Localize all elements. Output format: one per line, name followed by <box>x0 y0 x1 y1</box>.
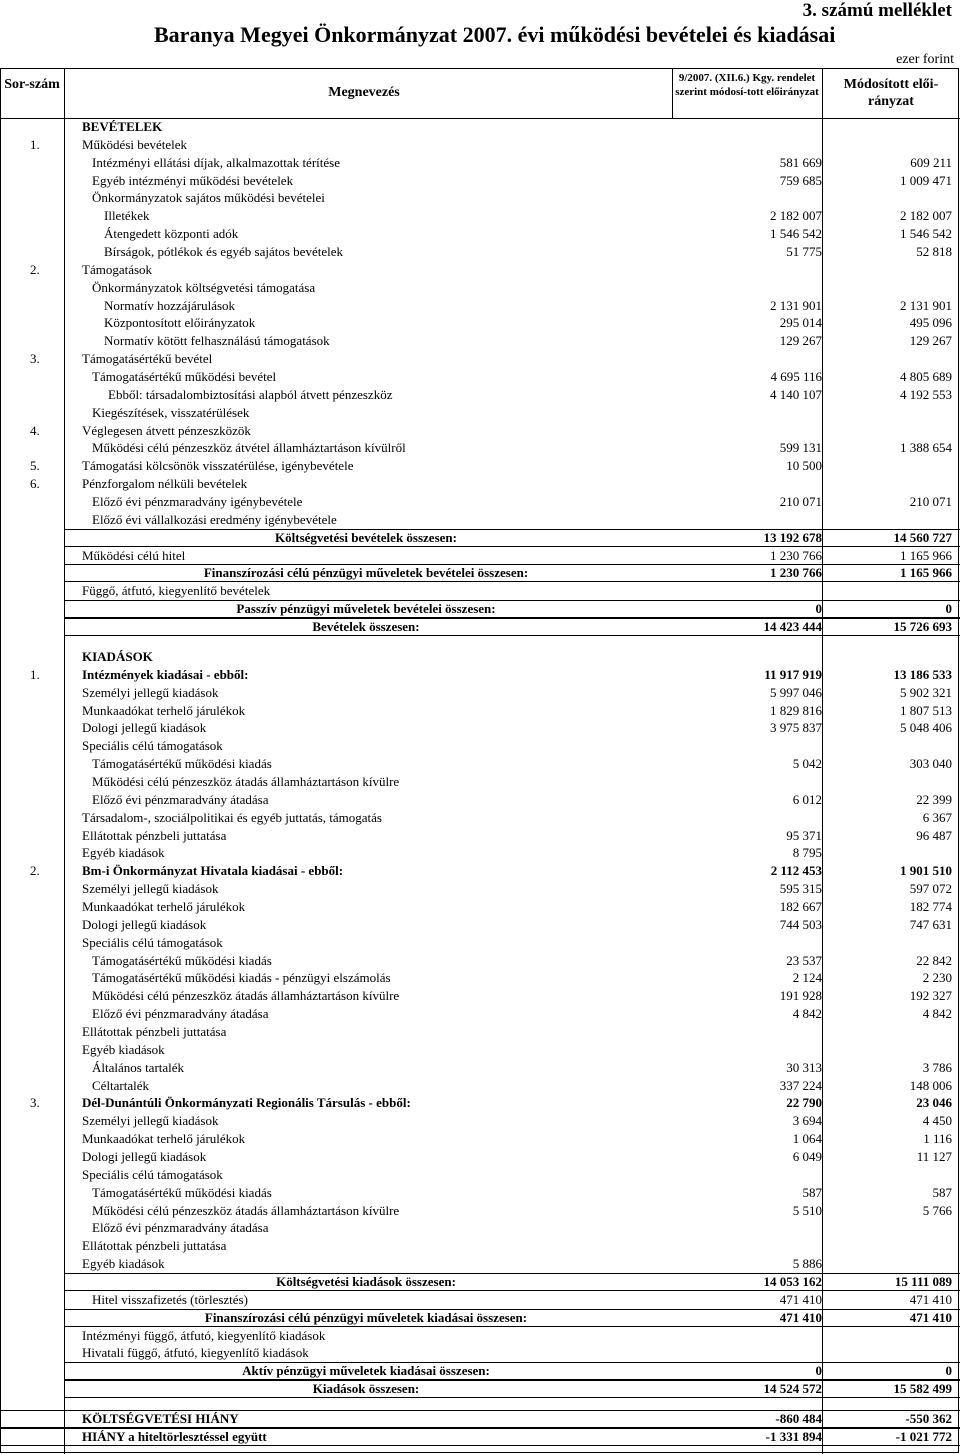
table-row <box>0 422 960 440</box>
row-label: Speciális célú támogatások <box>82 738 223 754</box>
modified-value: 23 046 <box>916 1095 952 1111</box>
modified-value: 0 <box>945 601 952 617</box>
row-label: Működési bevételek <box>82 136 188 152</box>
modified-value: 1 901 510 <box>900 863 952 879</box>
modified-value: 495 096 <box>909 315 952 331</box>
original-value: 1 829 816 <box>770 702 822 718</box>
original-value: 4 842 <box>792 1006 822 1022</box>
page-title: Baranya Megyei Önkormányzat 2007. évi működési bevételei és kiadásai <box>154 22 836 47</box>
row-label: Támogatásértékű bevétel <box>82 351 213 367</box>
original-value: -1 331 894 <box>765 1428 822 1444</box>
table-row <box>0 916 960 934</box>
original-value: 4 695 116 <box>770 369 822 385</box>
row-label: HIÁNY a hiteltörlesztéssel együtt <box>82 1428 267 1444</box>
table-row <box>0 297 960 315</box>
row-label: Személyi jellegű kiadások <box>82 881 219 897</box>
modified-value: 471 410 <box>909 1309 952 1325</box>
modified-value: 2 230 <box>922 970 952 986</box>
original-value: 581 669 <box>779 154 822 170</box>
row-label: Speciális célú támogatások <box>82 934 223 950</box>
modified-value: 6 367 <box>922 809 952 825</box>
unit-label: ezer forint <box>896 52 954 67</box>
table-row <box>0 261 960 279</box>
original-value: 744 503 <box>779 916 822 932</box>
total-row <box>0 1309 960 1327</box>
modified-value: 15 582 499 <box>893 1381 952 1397</box>
row-label: Ellátottak pénzbeli juttatása <box>82 827 227 843</box>
table-row <box>0 1023 960 1041</box>
row-label: Speciális célú támogatások <box>82 1166 223 1182</box>
table-row <box>0 880 960 898</box>
modified-value: 182 774 <box>909 898 952 914</box>
row-label: Működési célú pénzeszköz átadás államháztartáson kívülre <box>92 1202 400 1218</box>
total-row <box>0 600 960 618</box>
table-row <box>0 737 960 755</box>
total-row <box>0 1362 960 1380</box>
original-value: 2 131 901 <box>770 297 822 313</box>
row-label: Munkaadókat terhelő járulékok <box>82 702 246 718</box>
row-label: Céltartalék <box>92 1077 150 1093</box>
table-row <box>0 404 960 422</box>
row-label: Támogatásértékű működési bevétel <box>92 369 277 385</box>
row-label: Véglegesen átvett pénzeszközök <box>82 422 251 438</box>
row-label: Finanszírozási célú pénzügyi műveletek kiadásai összesen: <box>204 1309 528 1325</box>
row-label: Kiadások összesen: <box>312 1381 420 1397</box>
original-value: 2 182 007 <box>770 208 822 224</box>
table-row <box>0 1291 960 1309</box>
modified-value: 1 388 654 <box>900 440 952 456</box>
table-row <box>0 898 960 916</box>
original-value: 3 975 837 <box>770 720 822 736</box>
table-row <box>0 1344 960 1362</box>
original-value: 51 775 <box>786 244 822 260</box>
original-value: 210 071 <box>779 494 822 510</box>
row-label: Dologi jellegű kiadások <box>82 1148 207 1164</box>
original-value: 1 230 766 <box>770 547 822 563</box>
table-row <box>0 755 960 773</box>
original-value: 587 <box>802 1184 822 1200</box>
row-label: Normatív kötött felhasználású támogatások <box>104 333 330 349</box>
table-row <box>0 136 960 154</box>
table-row <box>0 511 960 529</box>
total-row <box>0 1273 960 1291</box>
original-value: 1 546 542 <box>770 226 822 242</box>
row-label: Egyéb kiadások <box>82 845 165 861</box>
modified-value: 4 450 <box>922 1113 952 1129</box>
table-row <box>0 648 960 666</box>
original-value: 337 224 <box>779 1077 822 1093</box>
modified-value: 1 116 <box>923 1131 952 1147</box>
original-value: 191 928 <box>779 988 822 1004</box>
row-label: Intézményi ellátási díjak, alkalmazottak térítése <box>92 154 340 170</box>
original-value: 129 267 <box>779 333 822 349</box>
row-number: 4. <box>30 422 40 438</box>
original-value: -860 484 <box>775 1411 822 1427</box>
modified-value: 11 127 <box>916 1148 952 1164</box>
table-row <box>0 154 960 172</box>
table-row <box>0 969 960 987</box>
table-row <box>0 1130 960 1148</box>
modified-value: 747 631 <box>909 916 952 932</box>
original-value: 471 410 <box>779 1291 822 1307</box>
table-row <box>0 1166 960 1184</box>
original-value: 11 917 919 <box>764 666 822 682</box>
row-number: 1. <box>30 666 40 682</box>
table-row <box>0 862 960 880</box>
row-label: Előző évi pénzmaradvány átadása <box>92 1220 269 1236</box>
modified-value: -1 021 772 <box>895 1428 952 1444</box>
table-row <box>0 1184 960 1202</box>
modified-value: 597 072 <box>909 881 952 897</box>
original-value: 595 315 <box>779 881 822 897</box>
row-label: Működési célú hitel <box>82 547 186 563</box>
table-row <box>0 314 960 332</box>
row-label: Előző évi pénzmaradvány igénybevétele <box>92 494 303 510</box>
original-value: 95 371 <box>786 827 822 843</box>
original-value: 14 524 572 <box>763 1381 822 1397</box>
modified-value: 1 807 513 <box>900 702 952 718</box>
row-label: Támogatási kölcsönök visszatérülése, igénybevétele <box>82 458 354 474</box>
original-value: 599 131 <box>779 440 822 456</box>
row-label: Hitel visszafizetés (törlesztés) <box>92 1291 248 1307</box>
table-row <box>0 636 960 648</box>
table-row <box>0 702 960 720</box>
table-row <box>0 189 960 207</box>
table-row <box>0 1219 960 1237</box>
modified-value: 148 006 <box>909 1077 952 1093</box>
row-label: Ebből: társadalombiztosítási alapból átvett pénzeszköz <box>108 386 393 402</box>
table-row <box>0 350 960 368</box>
modified-value: 14 560 727 <box>893 529 952 545</box>
row-label: Előző évi vállalkozási eredmény igénybevétele <box>92 511 337 527</box>
table-row <box>0 844 960 862</box>
row-number: 6. <box>30 476 40 492</box>
original-value: 30 313 <box>786 1059 822 1075</box>
original-value: 471 410 <box>779 1309 822 1325</box>
row-label: Előző évi pénzmaradvány átadása <box>92 791 269 807</box>
modified-value: 471 410 <box>909 1291 952 1307</box>
original-value: 23 537 <box>786 952 822 968</box>
annex-label: 3. számú melléklet <box>802 0 952 21</box>
original-value: 14 423 444 <box>763 619 822 635</box>
table-row <box>0 827 960 845</box>
table-row <box>0 279 960 297</box>
modified-value: 2 131 901 <box>900 297 952 313</box>
table-row <box>0 386 960 404</box>
original-value: 2 112 453 <box>770 863 822 879</box>
table-row <box>0 791 960 809</box>
table-row <box>0 332 960 350</box>
row-label: Bevételek összesen: <box>312 619 420 635</box>
table-row <box>0 1077 960 1095</box>
table-row <box>0 547 960 565</box>
table-row <box>0 475 960 493</box>
original-value: 759 685 <box>779 172 822 188</box>
modified-value: 0 <box>945 1363 952 1379</box>
original-value: 10 500 <box>786 458 822 474</box>
row-label: Támogatások <box>82 261 153 277</box>
table-row <box>0 439 960 457</box>
original-value: 1 064 <box>792 1131 822 1147</box>
modified-value: 13 186 533 <box>893 666 952 682</box>
modified-value: 5 766 <box>922 1202 952 1218</box>
modified-value: 192 327 <box>909 988 952 1004</box>
original-value: 4 140 107 <box>770 386 822 402</box>
row-number: 5. <box>30 458 40 474</box>
original-value: 3 694 <box>792 1113 822 1129</box>
table-row <box>0 225 960 243</box>
row-label: Aktív pénzügyi műveletek kiadásai összesen: <box>242 1363 490 1379</box>
table-row <box>0 1202 960 1220</box>
row-label: Költségvetési bevételek összesen: <box>275 529 457 545</box>
table-row <box>0 987 960 1005</box>
table-row <box>0 1327 960 1345</box>
original-value: 6 049 <box>792 1148 822 1164</box>
table-row <box>0 243 960 261</box>
row-label: Önkormányzatok sajátos működési bevételei <box>92 190 325 206</box>
original-value: 14 053 162 <box>763 1274 822 1289</box>
row-label: Dologi jellegű kiadások <box>82 916 207 932</box>
row-number: 2. <box>30 261 40 277</box>
table-row <box>0 809 960 827</box>
row-label: Támogatásértékű működési kiadás <box>92 952 272 968</box>
original-value: 5 042 <box>792 756 822 772</box>
original-value: 1 230 766 <box>770 565 822 581</box>
table-row <box>0 1148 960 1166</box>
modified-value: 5 902 321 <box>900 684 952 700</box>
row-label: Illetékek <box>104 208 150 224</box>
original-value: 8 795 <box>792 845 822 861</box>
row-label: Támogatásértékű működési kiadás <box>92 756 272 772</box>
row-label: Hivatali függő, átfutó, kiegyenlítő kiadások <box>82 1345 309 1361</box>
row-number: 3. <box>30 351 40 367</box>
original-value: 182 667 <box>779 898 822 914</box>
header-divider <box>64 68 65 118</box>
row-label: Támogatásértékű működési kiadás - pénzügyi elszámolás <box>92 970 391 986</box>
row-label: Egyéb kiadások <box>82 1041 165 1057</box>
table-row <box>0 1112 960 1130</box>
table-row <box>0 1398 960 1410</box>
table-row <box>0 952 960 970</box>
header-divider <box>822 68 823 118</box>
row-label: KÖLTSÉGVETÉSI HIÁNY <box>82 1411 239 1427</box>
row-label: Személyi jellegű kiadások <box>82 684 219 700</box>
table-row <box>0 1237 960 1255</box>
modified-value: 1 546 542 <box>900 226 952 242</box>
row-label: Kiegészítések, visszatérülések <box>92 404 250 420</box>
modified-value: 22 399 <box>916 791 952 807</box>
modified-value: 5 048 406 <box>900 720 952 736</box>
header-megnevezes: Megnevezés <box>328 85 400 100</box>
original-value: 2 124 <box>792 970 822 986</box>
table-header <box>0 68 960 119</box>
original-value: 5 997 046 <box>770 684 822 700</box>
row-label: Függő, átfutó, kiegyenlítő bevételek <box>82 583 271 599</box>
header-modified-appropriation: Módosított elői-rányzat <box>843 77 939 109</box>
total-row <box>0 529 960 547</box>
row-label: Munkaadókat terhelő járulékok <box>82 1131 246 1147</box>
row-label: Átengedett központi adók <box>104 226 239 242</box>
table-row <box>0 773 960 791</box>
table-row <box>0 666 960 684</box>
modified-value: 4 805 689 <box>900 369 952 385</box>
total-row <box>0 564 960 582</box>
table-row <box>0 1255 960 1273</box>
modified-value: 587 <box>932 1184 952 1200</box>
row-label: Intézményi függő, átfutó, kiegyenlítő kiadások <box>82 1327 326 1343</box>
table-row <box>0 172 960 190</box>
total-row <box>0 1380 960 1398</box>
row-number: 3. <box>30 1095 40 1111</box>
row-label: Működési célú pénzeszköz átvétel államháztartáson kívülről <box>92 440 406 456</box>
row-label: KIADÁSOK <box>82 648 153 664</box>
row-label: Passzív pénzügyi műveletek bevételei összesen: <box>236 601 496 617</box>
table-row <box>0 1059 960 1077</box>
table-row <box>0 719 960 737</box>
modified-value: 15 726 693 <box>893 619 952 635</box>
table-row <box>0 1094 960 1112</box>
row-label: Társadalom-, szociálpolitikai és egyéb juttatás, támogatás <box>82 809 382 825</box>
modified-value: 2 182 007 <box>900 208 952 224</box>
table-row <box>0 934 960 952</box>
original-value: 0 <box>815 601 822 617</box>
modified-value: 52 818 <box>916 244 952 260</box>
row-label: Bm-i Önkormányzat Hivatala kiadásai - ebből: <box>82 863 344 879</box>
header-divider <box>672 68 673 118</box>
table-row <box>0 1005 960 1023</box>
modified-value: 609 211 <box>910 154 952 170</box>
table-row <box>0 368 960 386</box>
header-sorszam: Sor-szám <box>4 77 60 92</box>
modified-value: 1 009 471 <box>900 172 952 188</box>
row-label: Működési célú pénzeszköz átadás államháztartáson kívülre <box>92 988 400 1004</box>
modified-value: 1 165 966 <box>900 565 952 581</box>
modified-value: 4 192 553 <box>900 386 952 402</box>
table-row <box>0 1410 960 1428</box>
row-number: 2. <box>30 863 40 879</box>
row-label: Bírságok, pótlékok és egyéb sajátos bevételek <box>104 244 343 260</box>
row-label: Ellátottak pénzbeli juttatása <box>82 1238 227 1254</box>
table-row <box>0 1428 960 1446</box>
table-row <box>0 582 960 600</box>
table-body <box>0 118 960 1446</box>
modified-value: 3 786 <box>922 1059 952 1075</box>
row-label: Dologi jellegű kiadások <box>82 720 207 736</box>
row-label: Személyi jellegű kiadások <box>82 1113 219 1129</box>
row-label: Költségvetési kiadások összesen: <box>276 1274 456 1289</box>
table-row <box>0 457 960 475</box>
row-label: Előző évi pénzmaradvány átadása <box>92 1006 269 1022</box>
modified-value: 210 071 <box>909 494 952 510</box>
row-label: Normatív hozzájárulások <box>104 297 236 313</box>
row-number: 1. <box>30 136 40 152</box>
original-value: 6 012 <box>792 791 822 807</box>
original-value: 0 <box>815 1363 822 1379</box>
original-value: 5 886 <box>792 1256 822 1272</box>
row-label: BEVÉTELEK <box>82 119 163 134</box>
table-row <box>0 493 960 511</box>
row-label: Egyéb intézményi működési bevételek <box>92 172 294 188</box>
table-row <box>0 207 960 225</box>
original-value: 22 790 <box>786 1095 822 1111</box>
row-label: Támogatásértékű működési kiadás <box>92 1184 272 1200</box>
modified-value: -550 362 <box>905 1411 952 1427</box>
row-label: Intézmények kiadásai - ebből: <box>82 666 249 682</box>
row-label: Egyéb kiadások <box>82 1256 165 1272</box>
modified-value: 22 842 <box>916 952 952 968</box>
modified-value: 1 165 966 <box>900 547 952 563</box>
row-label: Általános tartalék <box>92 1059 185 1075</box>
row-label: Központosított előirányzatok <box>104 315 256 331</box>
modified-value: 4 842 <box>922 1006 952 1022</box>
original-value: 295 014 <box>779 315 822 331</box>
row-label: Működési célú pénzeszköz átadás államháztartáson kívülre <box>92 773 400 789</box>
modified-value: 129 267 <box>909 333 952 349</box>
table-row <box>0 1041 960 1059</box>
modified-value: 303 040 <box>909 756 952 772</box>
row-label: Finanszírozási célú pénzügyi műveletek bevételei összesen: <box>203 565 529 581</box>
original-value: 5 510 <box>792 1202 822 1218</box>
total-row <box>0 618 960 636</box>
row-label: Munkaadókat terhelő járulékok <box>82 898 246 914</box>
header-original-appropriation: 9/2007. (XII.6.) Kgy. rendelet szerint módosí-tott előirányzat <box>675 72 819 98</box>
row-label: Ellátottak pénzbeli juttatása <box>82 1023 227 1039</box>
row-label: Pénzforgalom nélküli bevételek <box>82 476 248 492</box>
row-label: Dél-Dunántúli Önkormányzati Regionális Társulás - ebből: <box>82 1095 411 1111</box>
original-value: 13 192 678 <box>763 529 822 545</box>
table-row <box>0 118 960 136</box>
modified-value: 96 487 <box>916 827 952 843</box>
modified-value: 15 111 089 <box>894 1274 952 1289</box>
row-label: Önkormányzatok költségvetési támogatása <box>92 279 316 295</box>
table-row <box>0 684 960 702</box>
